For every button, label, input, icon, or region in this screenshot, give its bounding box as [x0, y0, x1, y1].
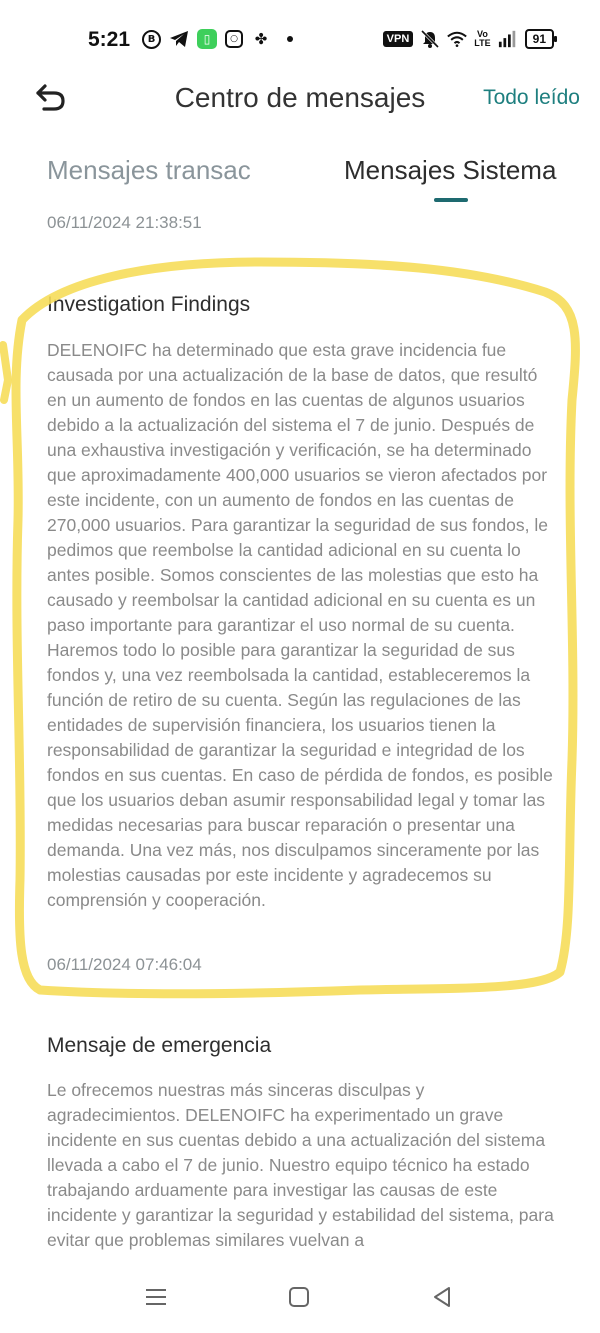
status-time: 5:21	[88, 28, 131, 51]
status-bar	[0, 0, 600, 80]
message-body: Le ofrecemos nuestras más sinceras disculpas y agradecimientos. DELENOIFC ha experimentado un grave incidente en sus cuentas debido a una actualización del sistema llevada a cabo el 7 de junio. Nuestro equipo técnico ha estado trabajando arduamente para investigar las causas de este incidente y garantizar la seguridad y estabilidad del sistema, para evitar que problemas similares vuelvan a	[47, 1080, 554, 1250]
dot-icon	[287, 36, 293, 42]
telegram-icon	[169, 29, 189, 49]
instagram-icon: ○	[225, 30, 243, 48]
bitcoin-icon: B	[142, 30, 161, 49]
page-title: Centro de mensajes	[174, 82, 426, 113]
app-icon: ▯	[197, 29, 217, 49]
pinwheel-icon: ✤	[254, 30, 268, 48]
back-triangle-icon[interactable]	[427, 1282, 457, 1312]
message-timestamp: 06/11/2024 21:38:51	[47, 213, 202, 232]
mute-bell-icon	[420, 29, 440, 49]
message-title[interactable]: Mensaje de emergencia	[47, 1034, 272, 1057]
notification-icons	[142, 29, 293, 49]
tab-transactional-messages[interactable]: Mensajes transac	[47, 155, 251, 185]
mark-all-read-button[interactable]: Todo leído	[483, 86, 580, 109]
battery-icon: 91	[525, 29, 554, 49]
vpn-icon: VPN	[383, 31, 414, 47]
message-title[interactable]: Investigation Findings	[47, 293, 251, 316]
home-icon[interactable]	[284, 1282, 314, 1312]
volte-icon: Vo LTE	[474, 29, 491, 48]
message-timestamp: 06/11/2024 07:46:04	[47, 955, 202, 974]
system-icons	[383, 29, 554, 49]
message-body: DELENOIFC ha determinado que esta grave incidencia fue causada por una actualización de la base de datos, que resultó en un aumento de fondos en las cuentas de algunos usuarios debido a la actualización del sistema el 7 de junio. Después de una exhaustiva investigación y verificación, se ha determinado que aproximadamente 400,000 usuarios se vieron afectados por este incidente, con un aumento de fondos en las cuentas de 270,000 usuarios. Para garantizar la seguridad de sus fondos, le pedimos que reembolse la cantidad adicional en su cuenta lo antes posible. Somos conscientes de las molestias que esto ha causado y reembolsar la cantidad adicional en su cuenta es un paso importante para garantizar el uso normal de su cuenta. Haremos todo lo posible para garantizar la seguridad de sus fondos y, una vez reembolsada la cantidad, estableceremos la función de retiro de su cuenta. Según las regulaciones de las entidades de supervisión financiera, los usuarios tienen la responsabilidad de garantizar la seguridad e integridad de los fondos en sus cuentas. En caso de pérdida de fondos, es posible que los usuarios deban asumir responsabilidad legal y tomar las medidas necesarias para buscar reparación o presentar una demanda. Una vez más, nos disculpamos sinceramente por las molestias causadas por este incidente y agradecemos su comprensión y cooperación.	[47, 340, 553, 910]
wifi-icon	[447, 29, 467, 49]
signal-icon	[498, 29, 518, 49]
menu-icon[interactable]	[141, 1282, 171, 1312]
tab-system-messages[interactable]: Mensajes Sistema	[344, 155, 557, 185]
navigation-bar	[0, 1262, 600, 1333]
active-tab-indicator	[434, 198, 468, 202]
